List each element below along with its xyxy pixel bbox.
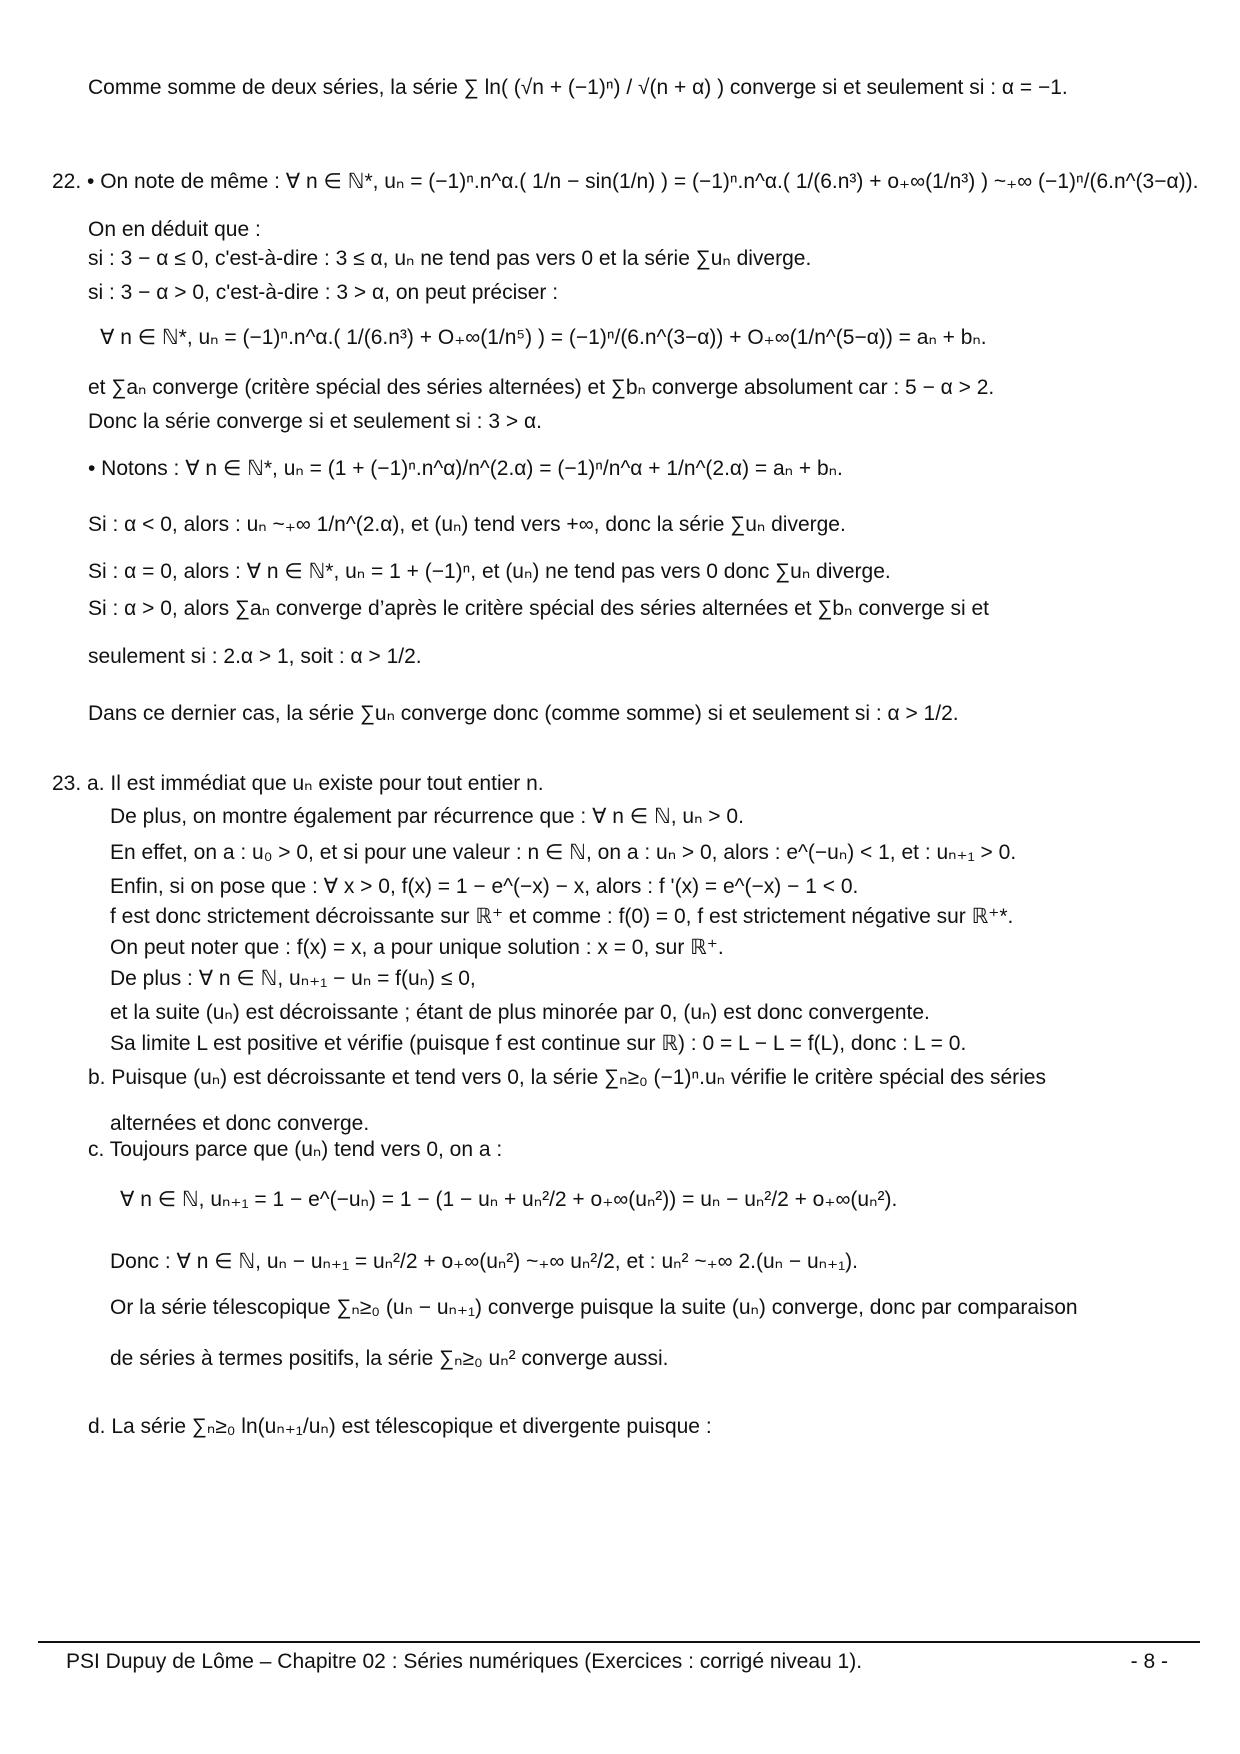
text-line: Or la série télescopique ∑ₙ≥₀ (uₙ − uₙ₊₁) converge puisque la suite (uₙ) converge, donc par comparaison <box>110 1296 1078 1319</box>
text-line: Comme somme de deux séries, la série ∑ ln( (√n + (−1)ⁿ) / √(n + α) ) converge si et seulement si : α = −1. <box>88 76 1068 99</box>
text-line: ∀ n ∈ ℕ, uₙ₊₁ = 1 − e^(−uₙ) = 1 − (1 − uₙ + uₙ²/2 + o₊∞(uₙ²)) = uₙ − uₙ²/2 + o₊∞(uₙ²). <box>120 1188 898 1211</box>
footer-divider <box>38 1641 1200 1643</box>
text-line: b. Puisque (uₙ) est décroissante et tend vers 0, la série ∑ₙ≥₀ (−1)ⁿ.uₙ vérifie le critère spécial des séries <box>88 1066 1046 1089</box>
text-line: On en déduit que : <box>88 218 261 241</box>
text-line: Sa limite L est positive et vérifie (puisque f est continue sur ℝ) : 0 = L − L = f(L), donc : L = 0. <box>110 1032 967 1055</box>
text-line: d. La série ∑ₙ≥₀ ln(uₙ₊₁/uₙ) est télescopique et divergente puisque : <box>88 1415 712 1438</box>
text-line: Donc la série converge si et seulement si : 3 > α. <box>88 410 542 433</box>
text-line: alternées et donc converge. <box>110 1112 370 1135</box>
text-line: Donc : ∀ n ∈ ℕ, uₙ − uₙ₊₁ = uₙ²/2 + o₊∞(uₙ²) ~₊∞ uₙ²/2, et : uₙ² ~₊∞ 2.(uₙ − uₙ₊₁). <box>110 1250 859 1273</box>
text-line: f est donc strictement décroissante sur ℝ⁺ et comme : f(0) = 0, f est strictement négative sur ℝ⁺*. <box>110 905 1014 928</box>
text-line: De plus, on montre également par récurrence que : ∀ n ∈ ℕ, uₙ > 0. <box>110 805 744 828</box>
text-line: seulement si : 2.α > 1, soit : α > 1/2. <box>88 645 422 668</box>
text-line: • Notons : ∀ n ∈ ℕ*, uₙ = (1 + (−1)ⁿ.n^α)/n^(2.α) = (−1)ⁿ/n^α + 1/n^(2.α) = aₙ + bₙ. <box>88 457 843 480</box>
text-line: Si : α < 0, alors : uₙ ~₊∞ 1/n^(2.α), et (uₙ) tend vers +∞, donc la série ∑uₙ diverge. <box>88 513 846 536</box>
text-line: Enfin, si on pose que : ∀ x > 0, f(x) = 1 − e^(−x) − x, alors : f '(x) = e^(−x) − 1 < 0. <box>110 875 859 898</box>
text-line: On peut noter que : f(x) = x, a pour unique solution : x = 0, sur ℝ⁺. <box>110 936 724 959</box>
text-line: si : 3 − α > 0, c'est-à-dire : 3 > α, on peut préciser : <box>88 281 559 304</box>
text-line: ∀ n ∈ ℕ*, uₙ = (−1)ⁿ.n^α.( 1/(6.n³) + O₊∞(1/n⁵) ) = (−1)ⁿ/(6.n^(3−α)) + O₊∞(1/n^(5−α)) = aₙ + bₙ. <box>100 326 987 349</box>
text-line: 22. • On note de même : ∀ n ∈ ℕ*, uₙ = (−1)ⁿ.n^α.( 1/n − sin(1/n) ) = (−1)ⁿ.n^α.( 1/(6.n³) + o₊∞(1/n³) ) ~₊∞ (−1)ⁿ/(6.n^(3−α)). <box>52 170 1199 193</box>
page-number: - 8 - <box>1130 1650 1168 1673</box>
text-line: de séries à termes positifs, la série ∑ₙ≥₀ uₙ² converge aussi. <box>110 1347 669 1370</box>
text-line: Dans ce dernier cas, la série ∑uₙ converge donc (comme somme) si et seulement si : α > 1/2. <box>88 702 959 725</box>
text-line: Si : α = 0, alors : ∀ n ∈ ℕ*, uₙ = 1 + (−1)ⁿ, et (uₙ) ne tend pas vers 0 donc ∑uₙ diverge. <box>88 560 891 583</box>
text-line: et la suite (uₙ) est décroissante ; étant de plus minorée par 0, (uₙ) est donc convergente. <box>110 1001 930 1024</box>
text-line: et ∑aₙ converge (critère spécial des séries alternées) et ∑bₙ converge absolument car : 5 − α > 2. <box>88 376 995 399</box>
text-line: c. Toujours parce que (uₙ) tend vers 0, on a : <box>88 1138 503 1161</box>
text-line: 23. a. Il est immédiat que uₙ existe pour tout entier n. <box>52 772 544 795</box>
text-line: si : 3 − α ≤ 0, c'est-à-dire : 3 ≤ α, uₙ ne tend pas vers 0 et la série ∑uₙ diverge. <box>88 247 812 270</box>
footer-title: PSI Dupuy de Lôme – Chapitre 02 : Séries numériques (Exercices : corrigé niveau 1). <box>66 1650 863 1673</box>
text-line: De plus : ∀ n ∈ ℕ, uₙ₊₁ − uₙ = f(uₙ) ≤ 0, <box>110 967 476 990</box>
text-line: Si : α > 0, alors ∑aₙ converge d’après le critère spécial des séries alternées et ∑bₙ converge si et <box>88 597 990 620</box>
text-line: En effet, on a : u₀ > 0, et si pour une valeur : n ∈ ℕ, on a : uₙ > 0, alors : e^(−uₙ) < 1, et : uₙ₊₁ > 0. <box>110 841 1017 864</box>
